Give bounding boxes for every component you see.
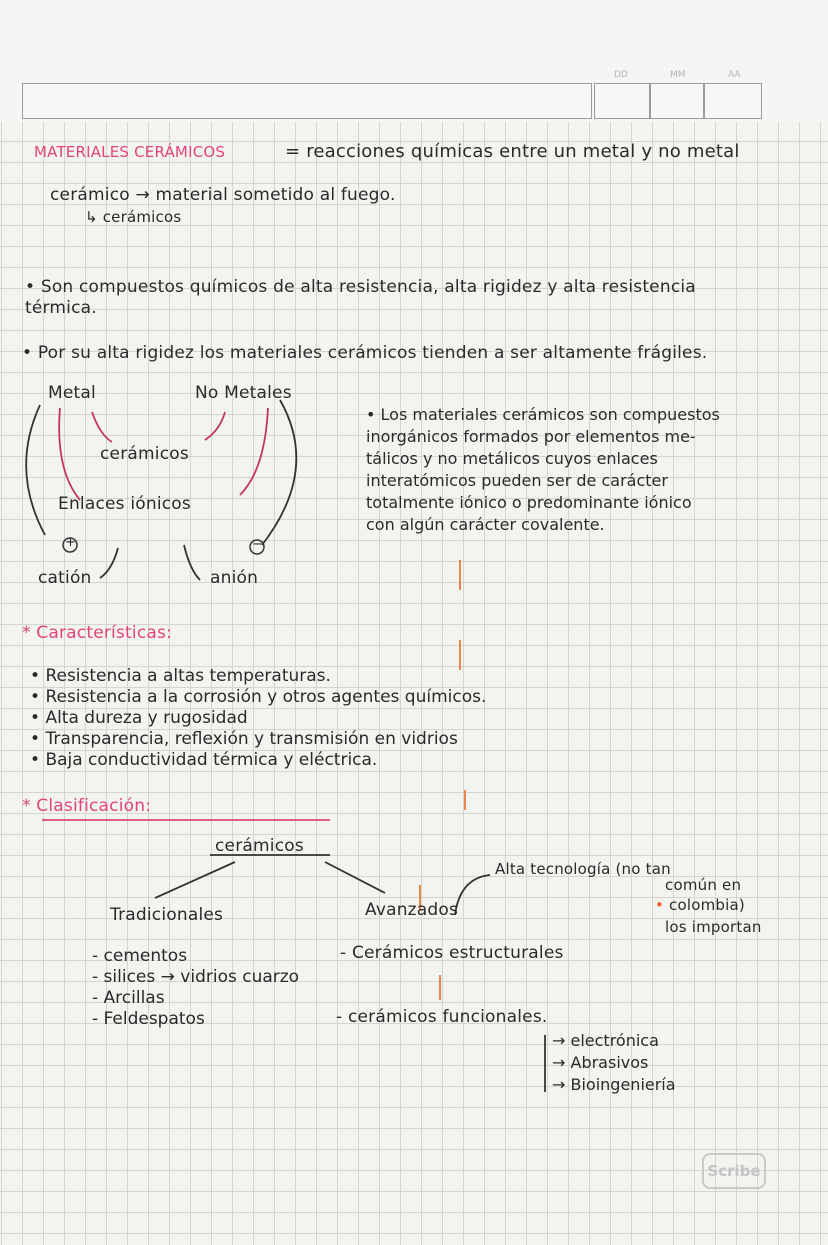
bullet-1-line-2: térmica. [25,298,97,318]
list-item: • Baja conductividad térmica y eléctrica. [30,750,378,770]
avanzados-note: Alta tecnología (no tan [495,860,671,878]
caracteristicas-heading: * Características: [22,623,172,643]
list-item: • Resistencia a la corrosión y otros agentes químicos. [30,687,487,707]
page-title: MATERIALES CERÁMICOS [34,143,226,161]
list-item: → Bioingeniería [552,1075,676,1094]
paragraph-line: • Los materiales cerámicos son compuestos [366,405,720,424]
list-item: → Abrasivos [552,1053,649,1072]
avanzados-note-2: común en [665,876,742,894]
tradicionales-label: Tradicionales [110,905,224,925]
day-label: DD [614,70,628,80]
avanzados-item-1: - Cerámicos estructurales [340,943,564,963]
bullet-1-line-1: • Son compuestos químicos de alta resistencia, alta rigidez y alta resistencia [25,277,696,297]
caracteristicas-list [30,666,486,771]
list-item: - cementos [92,946,188,966]
ceramicos-label: cerámicos [100,444,189,464]
plus-sign: + [65,535,77,550]
bullet-2: • Por su alta rigidez los materiales cerámicos tienden a ser altamente frágiles. [22,343,708,363]
definition-paragraph [366,404,720,536]
list-item: - Feldespatos [92,1009,205,1029]
avanzados-label: Avanzados [365,900,459,920]
tradicionales-list [92,946,299,1030]
etymology-line: cerámico → material sometido al fuego. [50,185,396,205]
scribe-logo: Scribe [702,1153,766,1189]
list-item: - Arcillas [92,988,165,1008]
avanzados-note-4: los importan [665,918,762,936]
avanzados-note-3: • colombia) [655,896,745,914]
paragraph-line: totalmente iónico o predominante iónico [366,493,692,512]
year-label: AA [728,70,741,80]
paragraph-line: tálicos y no metálicos cuyos enlaces [366,449,658,468]
enlaces-ionicos-label: Enlaces iónicos [58,494,191,514]
list-item: • Resistencia a altas temperaturas. [30,666,331,686]
list-item: • Alta dureza y rugosidad [30,708,248,728]
list-item: → electrónica [552,1031,659,1050]
cation-label: catión [38,568,92,588]
month-label: MM [670,70,686,80]
clasificacion-heading: * Clasificación: [22,796,152,816]
minus-sign: − [252,537,264,552]
avanzados-item-2: - cerámicos funcionales. [336,1007,548,1027]
list-item: • Transparencia, reflexión y transmisión en vidrios [30,729,458,749]
list-item: - silices → vidrios cuarzo [92,967,300,987]
no-metales-label: No Metales [195,383,292,403]
anion-label: anión [210,568,259,588]
etymology-sub: ↳ cerámicos [85,208,182,226]
tree-root: cerámicos [215,836,304,856]
paragraph-line: inorgánicos formados por elementos me- [366,427,696,446]
title-definition: = reacciones químicas entre un metal y no metal [285,141,740,162]
metal-label: Metal [48,383,96,403]
paragraph-line: con algún carácter covalente. [366,515,605,534]
paragraph-line: interatómicos pueden ser de carácter [366,471,668,490]
funcionales-sublist [552,1030,676,1096]
